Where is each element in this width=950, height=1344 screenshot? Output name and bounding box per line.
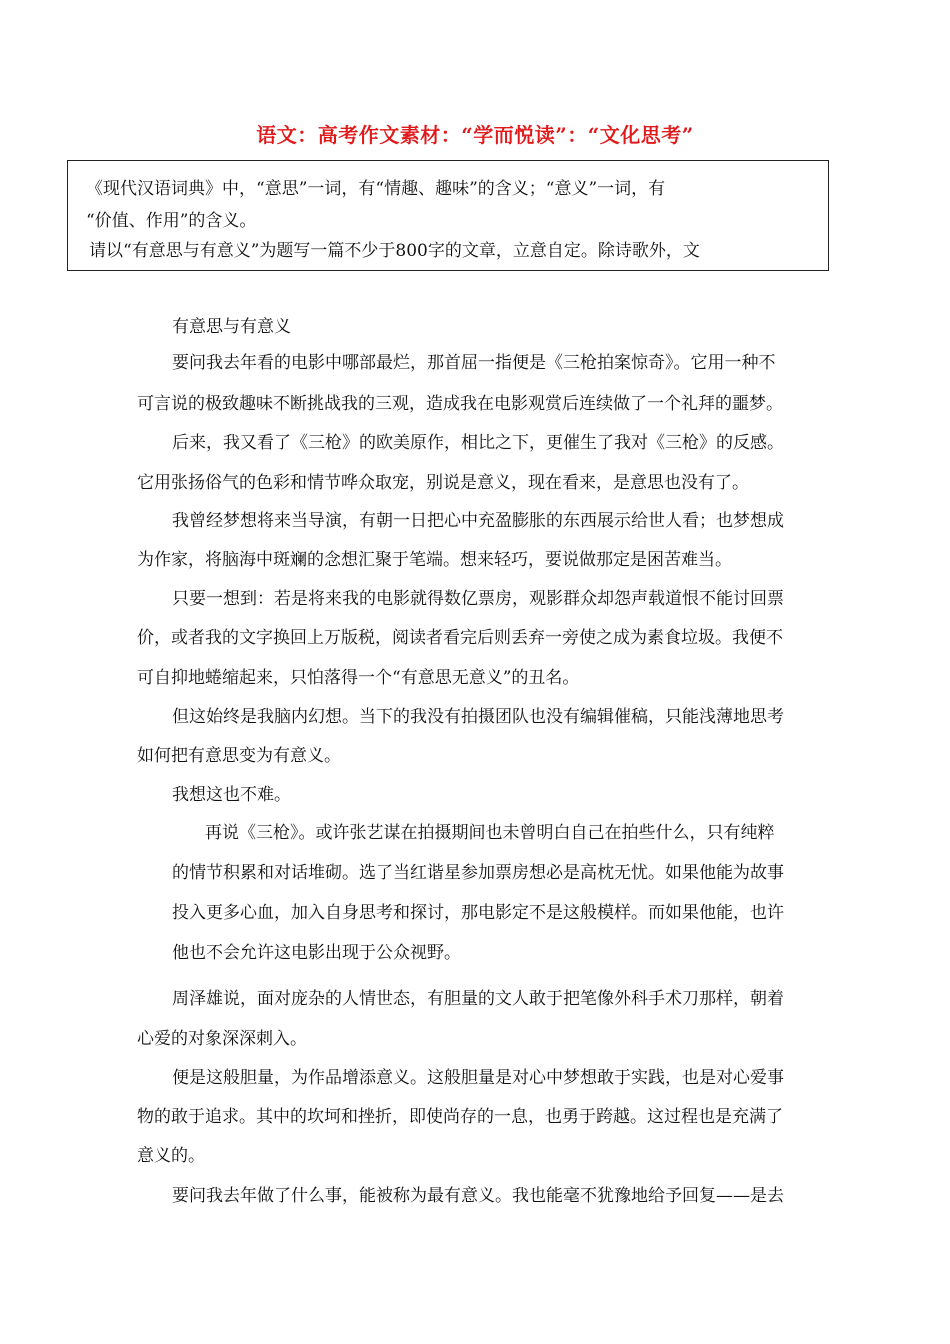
document-title: 语文：高考作文素材：“学而悦读”：“文化思考”	[256, 123, 694, 147]
essay-line: 它用张扬俗气的色彩和情节哗众取宠，别说是意义，现在看来，是意思也没有了。	[137, 473, 749, 493]
essay-line: 再说《三枪》。或许张艺谋在拍摄期间也未曾明白自己在拍些什么，只有纯粹	[205, 823, 775, 843]
essay-line: 可言说的极致趣味不断挑战我的三观，造成我在电影观赏后连续做了一个礼拜的噩梦。	[137, 394, 783, 414]
essay-line: 便是这般胆量，为作品增添意义。这般胆量是对心中梦想敢于实践，也是对心爱事	[172, 1068, 784, 1088]
essay-line: 但这始终是我脑内幻想。当下的我没有拍摄团队也没有编辑催稿，只能浅薄地思考	[172, 707, 784, 727]
essay-line: 周泽雄说，面对庞杂的人情世态，有胆量的文人敢于把笔像外科手术刀那样，朝着	[172, 989, 784, 1009]
essay-line: 要问我去年做了什么事，能被称为最有意义。我也能毫不犹豫地给予回复——是去	[172, 1186, 784, 1206]
essay-line: 可自抑地蜷缩起来，只怕落得一个“有意思无意义”的丑名。	[137, 668, 580, 688]
essay-line: 意义的。	[137, 1146, 205, 1166]
essay-line: 物的敢于追求。其中的坎坷和挫折，即使尚存的一息，也勇于跨越。这过程也是充满了	[137, 1107, 783, 1127]
essay-line: 心爱的对象深深刺入。	[137, 1029, 307, 1049]
essay-line: 我想这也不难。	[172, 785, 291, 805]
essay-line: 如何把有意思变为有意义。	[137, 746, 341, 766]
essay-line: 后来，我又看了《三枪》的欧美原作，相比之下，更催生了我对《三枪》的反感。	[172, 433, 784, 453]
essay-title: 有意思与有意义	[172, 317, 291, 337]
prompt-line: 《现代汉语词典》中，“意思”一词，有“情趣、趣味”的含义；“意义”一词，有	[86, 179, 666, 199]
essay-line: 要问我去年看的电影中哪部最烂，那首屈一指便是《三枪拍案惊奇》。它用一种不	[172, 353, 776, 373]
essay-line: 价，或者我的文字换回上万版税，阅读者看完后则丢弃一旁使之成为素食垃圾。我便不	[137, 628, 783, 648]
essay-line: 投入更多心血，加入自身思考和探讨，那电影定不是这般模样。而如果他能，也许	[172, 903, 784, 923]
prompt-line: “价值、作用”的含义。	[86, 211, 257, 231]
prompt-line: 请以“有意思与有意义”为题写一篇不少于800字的文章，立意自定。除诗歌外，文	[89, 241, 700, 261]
essay-line: 他也不会允许这电影出现于公众视野。	[172, 943, 461, 963]
prompt-box	[67, 160, 829, 271]
essay-line: 的情节积累和对话堆砌。选了当红谐星参加票房想必是高枕无忧。如果他能为故事	[172, 863, 784, 883]
essay-line: 为作家，将脑海中斑斓的念想汇聚于笔端。想来轻巧，要说做那定是困苦难当。	[137, 550, 732, 570]
essay-line: 我曾经梦想将来当导演，有朝一日把心中充盈膨胀的东西展示给世人看；也梦想成	[172, 511, 784, 531]
essay-line: 只要一想到：若是将来我的电影就得数亿票房，观影群众却怨声载道恨不能讨回票	[172, 589, 784, 609]
